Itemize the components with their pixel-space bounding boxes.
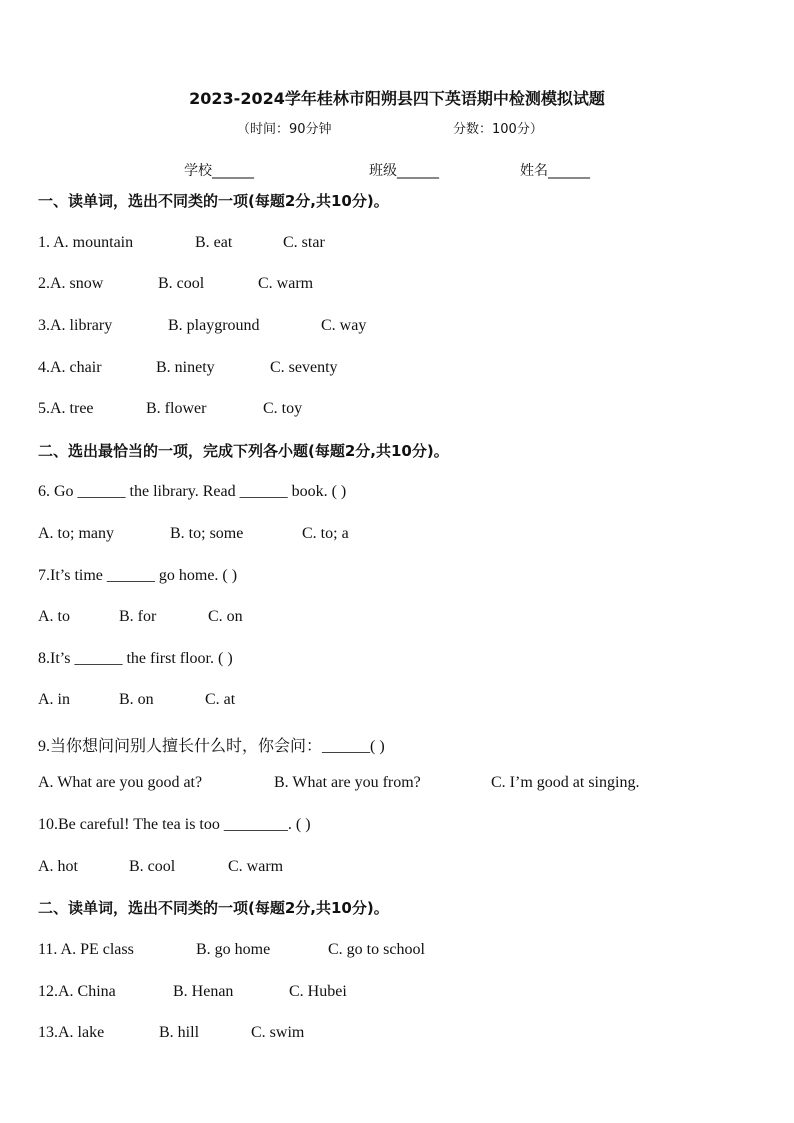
option-c: C. warm <box>228 858 284 875</box>
section-heading: 二、读单词，选出不同类的一项(每题2分,共10分)。 <box>38 899 389 917</box>
option-c: C. seventy <box>270 359 338 376</box>
section-heading: 二、选出最恰当的一项，完成下列各小题(每题2分,共10分)。 <box>38 442 449 460</box>
option-b: B. eat <box>195 234 233 251</box>
option-c: C. toy <box>263 400 303 417</box>
exam-score: 分数：100分） <box>453 122 543 137</box>
option-a: A. What are you good at? <box>38 774 203 791</box>
section-heading: 一、读单词，选出不同类的一项(每题2分,共10分)。 <box>38 192 389 210</box>
option-a: 4.A. chair <box>38 359 102 376</box>
option-a: 11. A. PE class <box>38 941 134 958</box>
option-a: A. in <box>38 691 70 708</box>
question-10: 10.Be careful! The tea is too ________. ( ) <box>38 816 311 833</box>
option-c: C. warm <box>258 275 314 292</box>
question-7: 7.It’s time ______ go home. ( ) <box>38 567 238 584</box>
question-8: 8.It’s ______ the first floor. ( ) <box>38 650 233 667</box>
option-c: C. way <box>321 317 367 334</box>
school-field: 学校______ <box>184 163 254 179</box>
option-c: C. go to school <box>328 941 425 958</box>
option-b: B. What are you from? <box>274 774 421 791</box>
option-c: C. Hubei <box>289 983 347 1000</box>
option-c: C. star <box>283 234 325 251</box>
option-c: C. to; a <box>302 525 349 542</box>
option-b: B. on <box>119 691 154 708</box>
option-c: C. I’m good at singing. <box>491 774 640 791</box>
option-b: B. cool <box>158 275 205 292</box>
option-c: C. on <box>208 608 243 625</box>
option-c: C. at <box>205 691 236 708</box>
option-a: A. to; many <box>38 525 114 542</box>
option-a: A. hot <box>38 858 78 875</box>
option-b: B. hill <box>159 1024 200 1041</box>
option-a: 13.A. lake <box>38 1024 105 1041</box>
option-a: 5.A. tree <box>38 400 94 417</box>
option-b: B. flower <box>146 400 207 417</box>
page-title: 2023-2024学年桂林市阳朔县四下英语期中检测模拟试题 <box>189 89 605 108</box>
option-b: B. to; some <box>170 525 244 542</box>
class-field: 班级______ <box>369 163 439 179</box>
question-6: 6. Go ______ the library. Read ______ book. ( ) <box>38 483 347 500</box>
option-b: B. go home <box>196 941 271 958</box>
option-a: 1. A. mountain <box>38 234 134 251</box>
option-b: B. playground <box>168 317 260 334</box>
name-field: 姓名______ <box>520 163 590 179</box>
option-c: C. swim <box>251 1024 305 1041</box>
option-a: A. to <box>38 608 70 625</box>
option-a: 12.A. China <box>38 983 116 1000</box>
question-9: 9.当你想问问别人擅长什么时，你会问：______( ) <box>38 738 385 755</box>
option-b: B. ninety <box>156 359 215 376</box>
option-b: B. Henan <box>173 983 234 1000</box>
option-a: 3.A. library <box>38 317 113 334</box>
option-a: 2.A. snow <box>38 275 104 292</box>
option-b: B. for <box>119 608 157 625</box>
exam-time: （时间：90分钟 <box>237 122 332 137</box>
option-b: B. cool <box>129 858 176 875</box>
